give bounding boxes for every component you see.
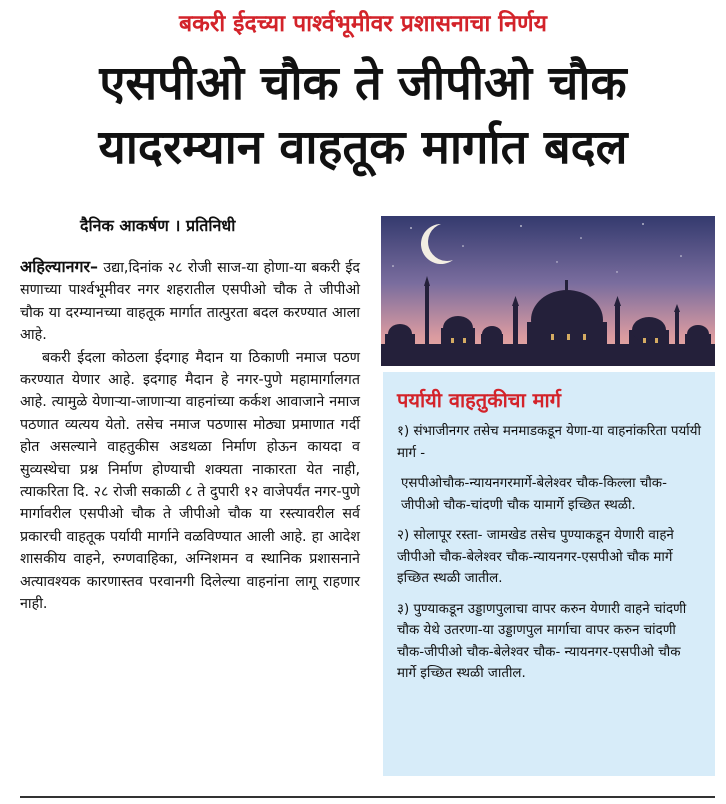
kicker-headline: बकरी ईदच्या पार्श्वभूमीवर प्रशासनाचा निर्णय xyxy=(179,11,547,37)
eid-mosque-image xyxy=(381,216,715,366)
byline: दैनिक आकर्षण । प्रतिनिधी xyxy=(80,216,236,235)
article-body xyxy=(20,256,360,616)
headline-line-2: यादरम्यान वाहतूक मार्गात बदल xyxy=(98,120,628,175)
bottom-rule xyxy=(20,796,715,798)
route-item-1-detail: एसपीओचौक-न्यायनगरमार्गे-बेलेश्वर चौक-किल्ला चौक-जीपीओ चौक-चांदणी चौक यामार्गे इच्छित स्थळी. xyxy=(401,476,667,513)
route-item-3: ३) पुण्याकडून उड्डाणपुलाचा वापर करुन येणारी वाहने चांदणी चौक येथे उतरणा-या उड्डाणपुल मार्गाचा वापर करुन चांदणी चौक-जीपीओ चौक-बेलेश्वर चौक- न्यायनगर-एसपीओ चौक मार्गे इच्छित स्थळी जातील. xyxy=(397,601,687,681)
headline-line-1: एसपीओ चौक ते जीपीओ चौक xyxy=(99,56,627,111)
article-paragraph-1 xyxy=(20,256,360,347)
alternate-route-title: पर्यायी वाहतुकीचा मार्ग xyxy=(397,388,561,412)
article-paragraph-1-text: उद्या,दिनांक २८ रोजी साज-या होणा-या बकरी ईद सणाच्या पार्श्वभूमीवर नगर शहरातील एसपीओ चौक ते जीपीओ चौक या दरम्यानच्या वाहतूक मार्गात तात्पुरता बदल करण्यात आला आहे. xyxy=(20,260,360,344)
article-paragraph-2: बकरी ईदला कोठला ईदगाह मैदान या ठिकाणी नमाज पठण करण्यात येणार आहे. इदगाह मैदान हे नगर-पुणे महामार्गालगत आहे. त्यामुळे येणाऱ्या-जाणाऱ्या वाहनांच्या कर्कश आवाजाने नमाज पठणात व्यत्यय येतो. तसेच नमाज पठणास मोठ्या प्रमाणात गर्दी होत असल्याने वाहतुकीस अडथळा निर्माण होऊन कायदा व सुव्यस्थेचा प्रश्न निर्माण होण्याची शक्यता नाकारता येत नाही, त्याकरिता दि. २८ रोजी सकाळी ८ ते दुपारी १२ वाजेपर्यंत नगर-पुणे मार्गावरील एसपीओ चौक ते जीपीओ चौक या रस्त्यावरील सर्व प्रकारची वाहतूक पर्यायी मार्गाने वळविण्यात आली आहे. हा आदेश शासकीय वाहने, रुग्णवाहिका, अग्निशमन व स्थानिक प्रशासनाने अत्यावश्यक कारणास्तव परवानगी दिलेल्या वाहनांना लागू राहणार नाही. xyxy=(20,349,360,613)
main-headline xyxy=(0,52,726,180)
route-item-2: २) सोलापूर रस्ता- जामखेड तसेच पुण्याकडून येणारी वाहने जीपीओ चौक-बेलेश्वर चौक-न्यायनगर-एसपीओ चौक मार्गे इच्छित स्थळी जातील. xyxy=(397,528,674,586)
alternate-route-box xyxy=(383,372,715,776)
route-item-1: १) संभाजीनगर तसेच मनमाडकडून येणा-या वाहनांकरिता पर्यायी मार्ग - xyxy=(397,424,701,461)
dateline-place: अहिल्यानगर– xyxy=(20,257,99,276)
